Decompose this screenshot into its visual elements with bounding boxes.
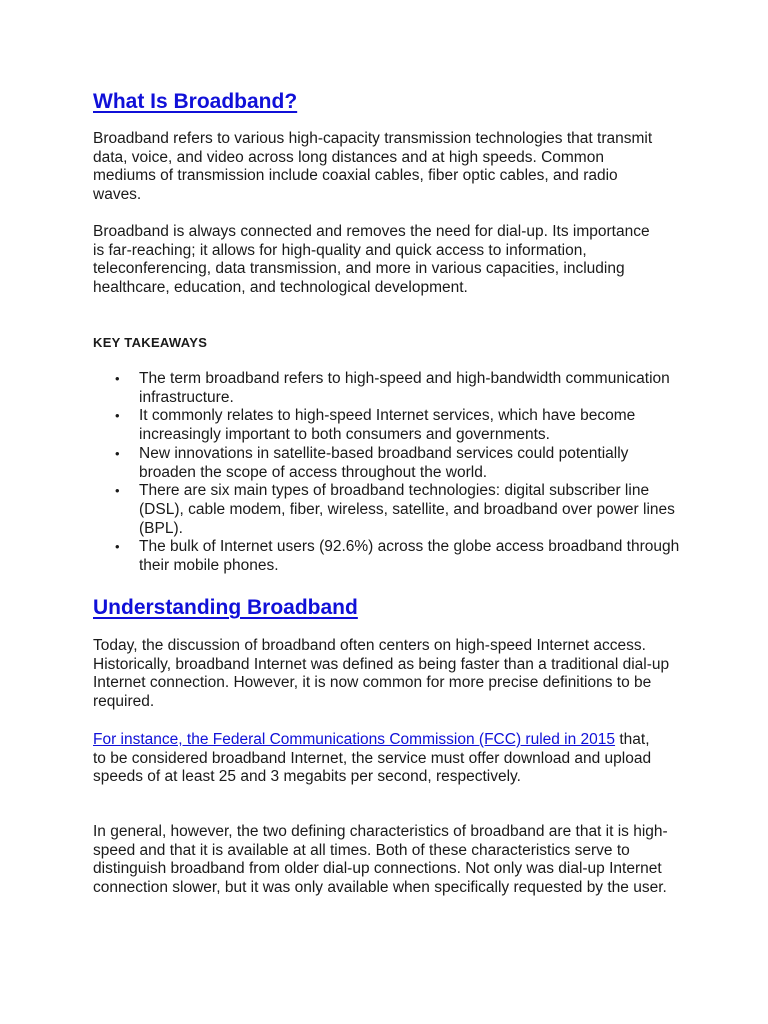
- bullet-icon: •: [115, 445, 120, 461]
- list-item: [93, 538, 683, 575]
- bullet-icon: •: [115, 539, 120, 555]
- list-item: [93, 482, 683, 538]
- list-item: [93, 370, 683, 407]
- bullet-icon: •: [115, 371, 120, 386]
- list-item: [93, 445, 683, 482]
- bullet-icon: •: [115, 483, 120, 499]
- heading-link-what-is-broadband[interactable]: What Is Broadband?: [93, 90, 298, 113]
- list-item: [93, 407, 683, 444]
- paragraph-intro-1: Broadband refers to various high-capacity transmission technologies that transmit data, voice, and video across long distances and at high speeds. Common mediums of transmission include coaxial cables, fiber optic cables, and radio waves.: [93, 130, 653, 204]
- paragraph-understanding-2-text: that, to be considered broadband Internet, the service must offer download and upload speeds of at least 25 and 3 megabits per second, respectively.: [93, 731, 652, 786]
- heading-understanding-broadband: [93, 596, 358, 620]
- fcc-ruling-link[interactable]: For instance, the Federal Communications Commission (FCC) ruled in 2015: [93, 731, 616, 748]
- bullet-icon: •: [115, 408, 120, 424]
- heading-what-is-broadband: [93, 90, 297, 114]
- list-item-text: The bulk of Internet users (92.6%) across the globe access broadband through their mobile phones.: [139, 538, 680, 575]
- paragraph-intro-2: Broadband is always connected and removes the need for dial-up. Its importance is far-reaching; it allows for high-quality and quick access to information, teleconferencing, data transmission, and more in various capacities, including healthcare, education, and technological development.: [93, 223, 650, 297]
- paragraph-understanding-3: In general, however, the two defining characteristics of broadband are that it is high-speed and that it is available at all times. Both of these characteristics serve to distinguish broadband from older dial-up connections. Not only was dial-up Internet connection slower, but it was only available when specifically requested by the user.: [93, 823, 668, 897]
- list-item-text: There are six main types of broadband technologies: digital subscriber line (DSL), cable modem, fiber, wireless, satellite, and broadband over power lines (BPL).: [139, 482, 675, 537]
- key-takeaways-list: [93, 370, 683, 576]
- list-item-text: New innovations in satellite-based broadband services could potentially broaden the scope of access throughout the world.: [139, 444, 629, 481]
- heading-link-understanding-broadband[interactable]: Understanding Broadband: [93, 596, 358, 619]
- list-item-text: The term broadband refers to high-speed and high-bandwidth communication infrastructure.: [139, 370, 670, 406]
- paragraph-understanding-2: [93, 731, 665, 787]
- list-item-text: It commonly relates to high-speed Internet services, which have become increasingly important to both consumers and governments.: [139, 407, 636, 444]
- key-takeaways-label: KEY TAKEAWAYS: [93, 335, 208, 350]
- paragraph-understanding-1: Today, the discussion of broadband often centers on high-speed Internet access. Historically, broadband Internet was defined as being faster than a traditional dial-up Internet connection. However, it is now common for more precise definitions to be required.: [93, 637, 670, 711]
